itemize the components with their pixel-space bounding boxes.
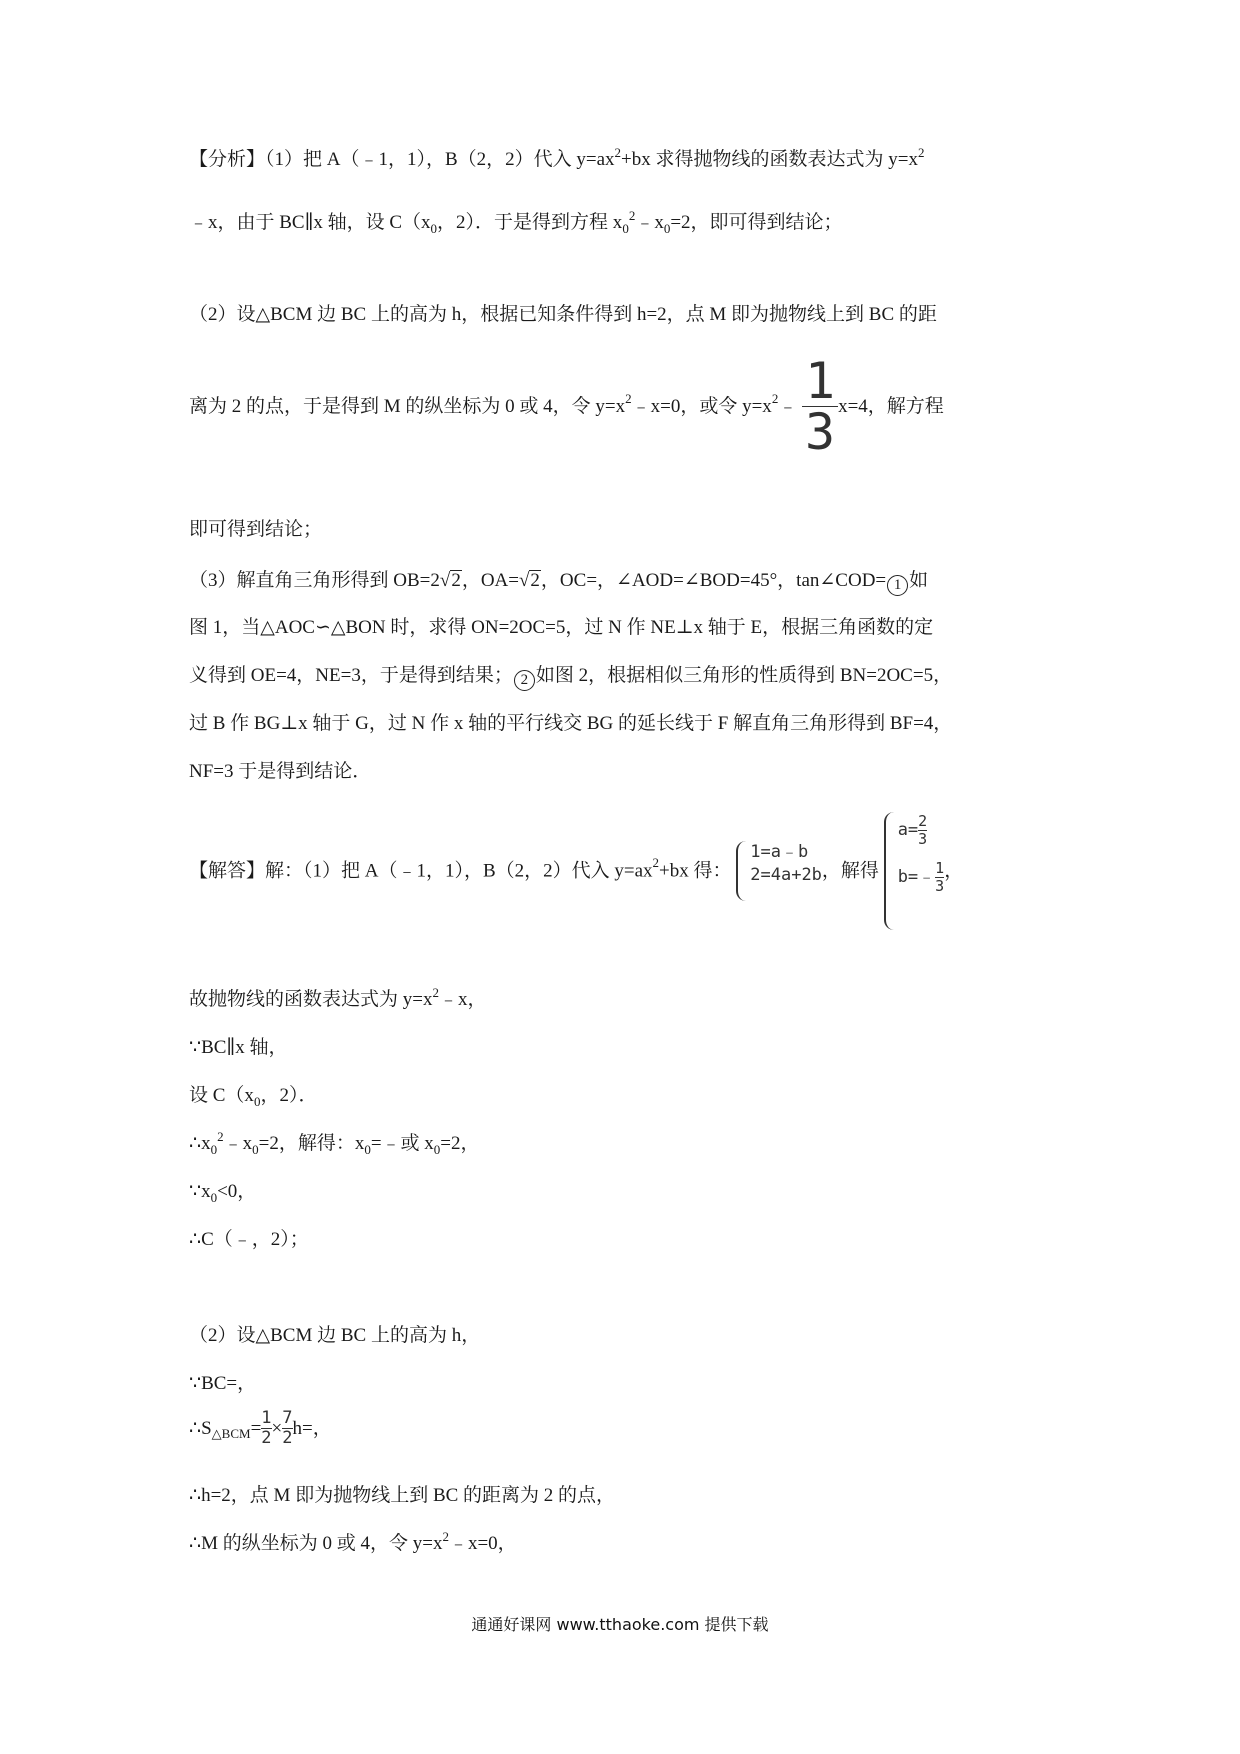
text: （3）解直角三角形得到 OB=2 <box>189 570 440 591</box>
page-footer: 通通好课网 www.tthaoke.com 提供下载 <box>471 1615 769 1634</box>
superscript: 2 <box>625 390 632 406</box>
fraction <box>918 814 927 847</box>
circled-number: 1 <box>887 575 908 596</box>
text: =2，即可得到结论； <box>670 212 843 233</box>
subscript: 0 <box>210 1190 218 1205</box>
text: 如 <box>909 570 929 591</box>
brace <box>736 841 748 901</box>
text: 【解答】解：（1）把 A（﹣1，1），B（2，2）代入 y=ax <box>189 860 653 882</box>
analysis-line-10 <box>189 762 371 781</box>
text: （2）设△BCM 边 BC 上的高为 h，根据已知条件得到 h=2，点 M 即为抛物线上到 BC 的距 <box>189 304 937 325</box>
solution-line-1 <box>189 812 963 930</box>
text: ﹣x <box>223 1133 253 1154</box>
fraction-numerator: 1 <box>261 1408 272 1428</box>
text: ﹣x=0， <box>448 1533 517 1554</box>
subscript: 0 <box>622 221 629 236</box>
subscript: 0 <box>252 1142 259 1157</box>
text: ﹣x，由于 BC∥x 轴，设 C（x <box>189 212 431 233</box>
text: 如图 2，根据相似三角形的性质得到 BN=2OC=5， <box>535 665 953 686</box>
solution-line-7 <box>189 1230 309 1249</box>
superscript: 2 <box>442 1529 449 1544</box>
subscript: 0 <box>253 1094 261 1109</box>
fraction-image <box>802 352 838 461</box>
sqrt-symbol: √2 <box>439 570 461 591</box>
text: ，OC=，∠AOD=∠BOD=45°，tan∠COD= <box>540 570 887 591</box>
solution-line-10 <box>189 1410 332 1447</box>
fraction <box>282 1410 292 1447</box>
text: 过 B 作 BG⊥x 轴于 G，过 N 作 x 轴的平行线交 BG 的延长线于 F 解直角三角形得到 BF=4， <box>189 713 953 734</box>
analysis-line-6 <box>189 570 928 596</box>
fraction-denominator: 3 <box>805 403 836 461</box>
superscript: 2 <box>917 145 925 160</box>
solution-line-2 <box>189 985 487 1010</box>
text: =2，解得：x <box>258 1133 365 1154</box>
equation-row: 2=4a+2b <box>750 864 822 885</box>
text: （2）设△BCM 边 BC 上的高为 h， <box>189 1325 481 1346</box>
analysis-line-5 <box>189 520 322 539</box>
superscript: 2 <box>771 390 779 406</box>
solution-line-11 <box>189 1486 615 1505</box>
subscript: 0 <box>364 1142 371 1157</box>
text: 即可得到结论； <box>189 519 323 540</box>
text: b=﹣ <box>897 867 936 888</box>
analysis-line-2 <box>189 208 843 236</box>
superscript: 2 <box>614 145 622 160</box>
text: = <box>250 1418 262 1439</box>
text: +bx 求得抛物线的函数表达式为 y=x <box>621 149 918 170</box>
solution-line-5 <box>189 1129 480 1157</box>
text: ﹣x <box>635 212 664 233</box>
text: 【分析】（1）把 A（﹣1，1），B（2，2）代入 y=ax <box>189 149 615 170</box>
text: ﹣ <box>778 396 798 417</box>
subscript: 0 <box>663 221 671 236</box>
brace <box>884 812 896 930</box>
text: =2， <box>440 1133 480 1154</box>
text: ，解得 <box>821 860 879 882</box>
equation-row: 1=a﹣b <box>750 842 809 862</box>
radicand: 2 <box>451 570 461 591</box>
fraction-denominator: 2 <box>261 1428 272 1448</box>
subscript: 0 <box>433 1142 441 1157</box>
text: x=4，解方程 <box>838 396 944 417</box>
solution-line-9 <box>189 1374 256 1393</box>
fraction-numerator: 1 <box>805 352 836 410</box>
equation-system-2 <box>884 812 945 930</box>
text: +bx 得： <box>659 860 732 882</box>
text: <0， <box>217 1181 257 1202</box>
circled-number: 2 <box>514 670 535 691</box>
text: 义得到 OE=4，NE=3，于是得到结果； <box>189 665 513 686</box>
fraction-denominator: 3 <box>918 830 928 848</box>
solution-line-4 <box>189 1085 318 1109</box>
fraction <box>261 1410 271 1447</box>
analysis-line-7 <box>189 618 933 637</box>
sqrt-symbol: √2 <box>518 570 540 591</box>
text: ∴C（﹣，2）； <box>189 1229 309 1250</box>
text: ﹣x， <box>438 989 487 1010</box>
text: 故抛物线的函数表达式为 y=x <box>189 989 433 1010</box>
solution-line-3 <box>189 1038 287 1057</box>
text: ，2）． <box>260 1085 318 1106</box>
text: ，2）．于是得到方程 x <box>437 212 623 233</box>
analysis-line-8 <box>189 666 952 691</box>
text: ∴h=2，点 M 即为抛物线上到 BC 的距离为 2 的点， <box>189 1485 616 1506</box>
superscript: 2 <box>432 985 439 1000</box>
subscript: 0 <box>430 221 438 236</box>
text: × <box>271 1418 283 1439</box>
text: ∴M 的纵坐标为 0 或 4，令 y=x <box>189 1533 443 1554</box>
fraction-denominator: 3 <box>935 877 945 895</box>
analysis-line-4 <box>189 352 944 461</box>
analysis-line-3 <box>189 305 937 324</box>
fraction-numerator: 1 <box>935 859 945 877</box>
subscript: 0 <box>210 1142 218 1157</box>
superscript: 2 <box>652 855 660 871</box>
text: ， <box>944 860 964 882</box>
analysis-line-9 <box>189 714 952 733</box>
analysis-line-1 <box>189 145 925 170</box>
radicand: 2 <box>530 570 540 591</box>
text: ，OA= <box>461 570 519 591</box>
solution-line-12 <box>189 1529 517 1554</box>
text: ∵x <box>189 1181 211 1202</box>
text: a= <box>897 820 919 841</box>
text: ∵BC=， <box>189 1373 257 1394</box>
solution-line-6 <box>189 1181 257 1205</box>
solution-line-8 <box>189 1326 480 1345</box>
text: NF=3 于是得到结论． <box>189 761 372 782</box>
text: 图 1，当△AOC∽△BON 时，求得 ON=2OC=5，过 N 作 NE⊥x 轴于 E，根据三角函数的定 <box>189 617 934 638</box>
text: ﹣x=0，或令 y=x <box>631 396 772 417</box>
superscript: 2 <box>217 1129 224 1144</box>
text: =﹣或 x <box>370 1133 434 1154</box>
fraction-numerator: 2 <box>918 812 928 830</box>
text: ∴S <box>189 1418 212 1439</box>
fraction <box>935 861 944 894</box>
equation-system-1 <box>736 841 822 901</box>
text: 设 C（x <box>189 1085 254 1106</box>
text: 离为 2 的点，于是得到 M 的纵坐标为 0 或 4，令 y=x <box>189 396 626 417</box>
subscript: △BCM <box>211 1425 251 1441</box>
text: ∵BC∥x 轴， <box>189 1037 288 1058</box>
fraction-denominator: 2 <box>282 1428 293 1448</box>
superscript: 2 <box>628 208 636 223</box>
text: ∴x <box>189 1133 211 1154</box>
text: h=， <box>292 1418 332 1439</box>
fraction-numerator: 7 <box>282 1408 293 1428</box>
